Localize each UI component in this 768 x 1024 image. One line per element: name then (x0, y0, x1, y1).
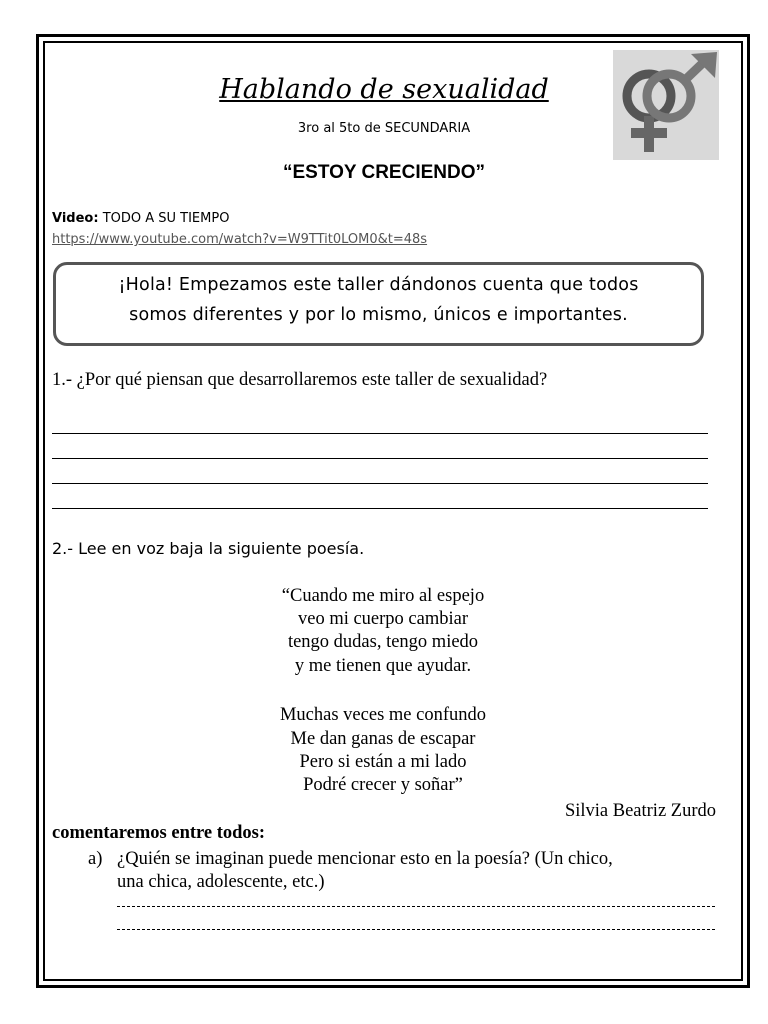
poem-line: y me tienen que ayudar. (294, 656, 472, 676)
video-label: Video: (52, 211, 99, 226)
grade-subtitle: 3ro al 5to de SECUNDARIA (297, 121, 471, 136)
video-line (52, 211, 229, 226)
gender-symbols-icon (613, 50, 719, 160)
video-name: TODO A SU TIEMPO (102, 211, 230, 226)
answer-dashed-line[interactable] (117, 929, 715, 930)
answer-line[interactable] (52, 458, 708, 459)
poem-author: Silvia Beatriz Zurdo (564, 801, 716, 821)
poem-line: Pero si están a mi lado (299, 752, 467, 772)
page-title: Hablando de sexualidad (219, 74, 549, 105)
question-2: 2.- Lee en voz baja la siguiente poesía. (52, 539, 365, 558)
intro-line-1: ¡Hola! Empezamos este taller dándonos cuenta que todos (118, 275, 639, 295)
answer-line[interactable] (52, 483, 708, 484)
video-link[interactable]: https://www.youtube.com/watch?v=W9TTit0LOM0&t=48s (52, 232, 428, 247)
poem-line: tengo dudas, tengo miedo (287, 632, 479, 652)
section-heading: “ESTOY CRECIENDO” (282, 162, 485, 183)
answer-line[interactable] (52, 508, 708, 509)
question-1: 1.- ¿Por qué piensan que desarrollaremos este taller de sexualidad? (52, 370, 548, 390)
poem-line: “Cuando me miro al espejo (281, 586, 485, 606)
answer-dashed-line[interactable] (117, 906, 715, 907)
question-a-line-1: ¿Quién se imaginan puede mencionar esto en la poesía? (Un chico, (117, 849, 613, 869)
poem-line: veo mi cuerpo cambiar (297, 609, 469, 629)
poem-line: Muchas veces me confundo (279, 705, 486, 725)
question-a-label: a) (88, 849, 103, 869)
answer-line[interactable] (52, 433, 708, 434)
poem-line: Me dan ganas de escapar (290, 729, 476, 749)
intro-line-2: somos diferentes y por lo mismo, únicos e importantes. (129, 305, 628, 325)
poem-line: Podré crecer y soñar” (303, 775, 463, 795)
comment-heading: comentaremos entre todos: (52, 823, 266, 843)
question-a-line-2: una chica, adolescente, etc.) (117, 872, 325, 892)
